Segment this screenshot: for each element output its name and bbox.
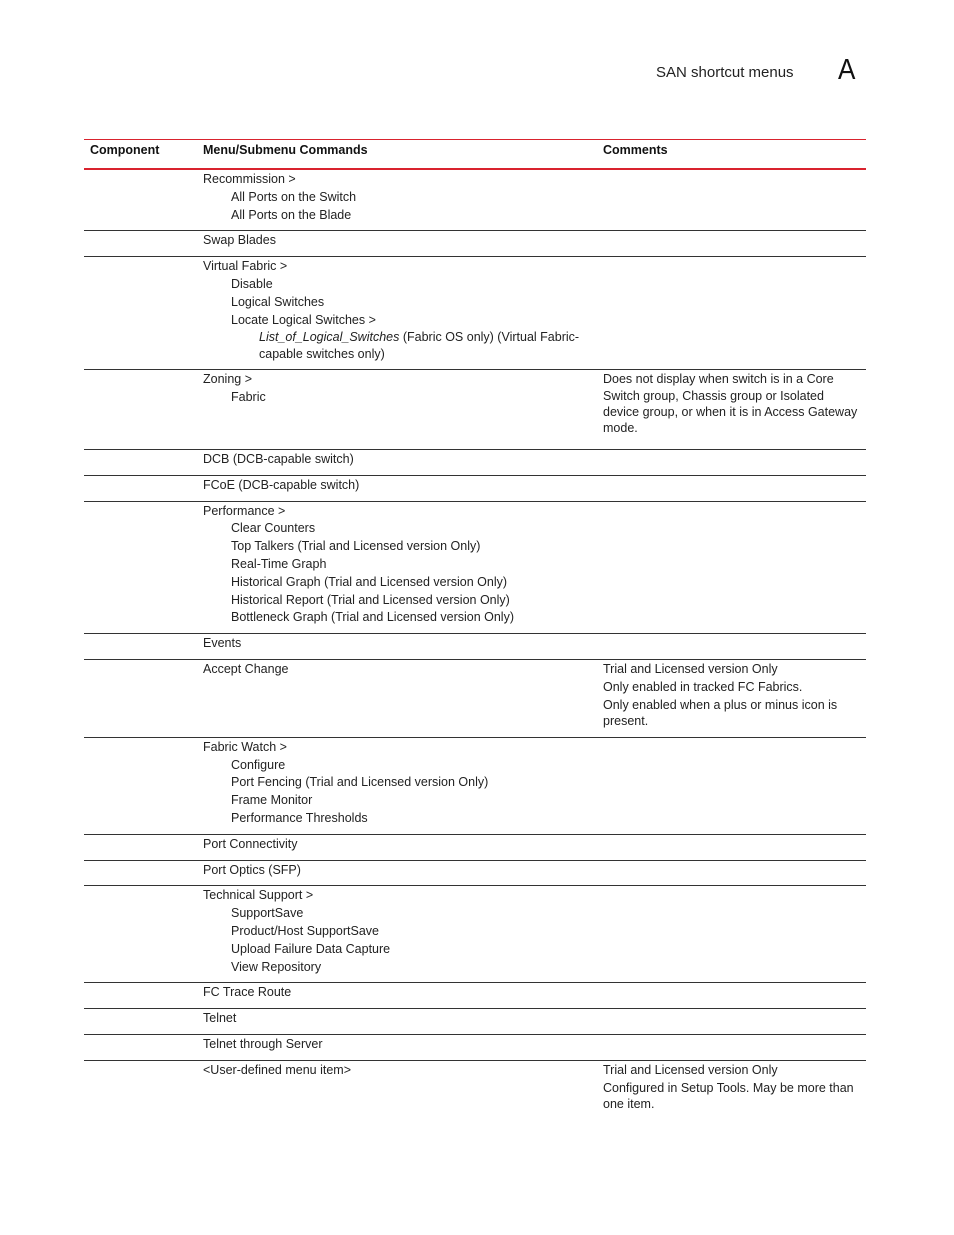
menu-command: Recommission > bbox=[203, 172, 296, 186]
submenu-command: Configure bbox=[231, 757, 286, 772]
submenu-command: Disable bbox=[231, 276, 273, 291]
submenu-command: Historical Report (Trial and Licensed version Only) bbox=[231, 592, 510, 607]
submenu-command: Upload Failure Data Capture bbox=[231, 941, 391, 956]
table-row bbox=[84, 450, 866, 476]
submenu-command: Performance Thresholds bbox=[231, 810, 368, 825]
commands-cell bbox=[203, 477, 593, 495]
table-row bbox=[84, 983, 866, 1009]
table-row bbox=[84, 370, 866, 450]
commands-cell bbox=[203, 887, 593, 976]
column-header-comments: Comments bbox=[603, 143, 668, 157]
table-row bbox=[84, 1035, 866, 1061]
submenu-command: Clear Counters bbox=[231, 521, 316, 536]
menu-command: Virtual Fabric > bbox=[203, 259, 288, 274]
comment-text: Configured in Setup Tools. May be more than one item. bbox=[603, 1080, 854, 1112]
menu-command: Telnet bbox=[203, 1011, 237, 1026]
table-row bbox=[84, 502, 866, 635]
submenu-command: All Ports on the Blade bbox=[231, 207, 352, 222]
column-header-commands: Menu/Submenu Commands bbox=[203, 143, 368, 157]
menu-command: Performance > bbox=[203, 503, 286, 518]
commands-cell bbox=[203, 661, 593, 731]
table-row bbox=[84, 886, 866, 983]
comment-text: Only enabled when a plus or minus icon is present. bbox=[603, 698, 838, 729]
commands-cell bbox=[203, 1062, 593, 1080]
menu-command: Port Connectivity bbox=[203, 836, 298, 851]
comment-text: Trial and Licensed version Only bbox=[603, 661, 778, 676]
submenu-command: Port Fencing (Trial and Licensed version Only) bbox=[231, 775, 489, 790]
commands-cell bbox=[203, 635, 593, 653]
comment-text: Only enabled in tracked FC Fabrics. bbox=[603, 680, 803, 695]
menu-command: Fabric Watch > bbox=[203, 739, 287, 754]
submenu-command: Logical Switches bbox=[231, 294, 325, 309]
table-row bbox=[84, 861, 866, 887]
menu-command: FC Trace Route bbox=[203, 985, 292, 1000]
submenu-command: Locate Logical Switches > bbox=[231, 312, 376, 327]
menu-command: FCoE (DCB-capable switch) bbox=[203, 477, 360, 492]
table-row bbox=[84, 738, 866, 835]
submenu-command: Fabric bbox=[231, 390, 266, 405]
commands-cell bbox=[203, 862, 593, 880]
submenu-command: Real-Time Graph bbox=[231, 556, 327, 571]
submenu-command: Bottleneck Graph (Trial and Licensed version Only) bbox=[231, 610, 515, 625]
submenu-command: Frame Monitor bbox=[231, 793, 313, 808]
comments-cell bbox=[603, 661, 861, 732]
logical-switches-placeholder: List_of_Logical_Switches bbox=[259, 330, 400, 345]
commands-cell bbox=[203, 258, 593, 363]
submenu-command: Historical Graph (Trial and Licensed version Only) bbox=[231, 574, 508, 589]
table-row bbox=[84, 835, 866, 861]
menu-command: DCB (DCB-capable switch) bbox=[203, 451, 354, 466]
menu-command: Port Optics (SFP) bbox=[203, 862, 301, 877]
commands-cell bbox=[203, 836, 593, 854]
sub-submenu-note: (Fabric OS only) (Virtual Fabric-capable switches only) bbox=[259, 330, 580, 362]
menu-command: Events bbox=[203, 636, 242, 651]
table-row bbox=[84, 1009, 866, 1035]
table-row bbox=[84, 170, 866, 231]
menu-command: Telnet through Server bbox=[203, 1036, 323, 1051]
table-row bbox=[84, 634, 866, 660]
menu-command: Accept Change bbox=[203, 661, 289, 676]
table-row bbox=[84, 660, 866, 738]
commands-cell bbox=[203, 371, 593, 443]
table-row bbox=[84, 1061, 866, 1112]
commands-cell bbox=[203, 232, 593, 250]
menu-command: <User-defined menu item> bbox=[203, 1062, 351, 1077]
submenu-command: Product/Host SupportSave bbox=[231, 923, 379, 938]
comments-cell bbox=[603, 371, 861, 438]
menu-command: Swap Blades bbox=[203, 233, 276, 248]
menu-command: Zoning > bbox=[203, 372, 252, 387]
submenu-command: Top Talkers (Trial and Licensed version Only) bbox=[231, 539, 481, 554]
commands-cell bbox=[203, 1010, 593, 1028]
table-header bbox=[84, 139, 866, 170]
shortcut-menu-table bbox=[84, 139, 866, 1112]
commands-cell bbox=[203, 171, 593, 224]
column-header-component: Component bbox=[90, 143, 160, 157]
table-row bbox=[84, 257, 866, 370]
submenu-command: View Repository bbox=[231, 959, 322, 974]
section-title: SAN shortcut menus bbox=[656, 64, 794, 81]
commands-cell bbox=[203, 503, 593, 628]
comment-text: Does not display when switch is in a Core Switch group, Chassis group or Isolated device group, or when it is in Access Gateway mode. bbox=[603, 372, 858, 436]
sub-submenu-command bbox=[203, 329, 593, 363]
menu-command: Technical Support > bbox=[203, 888, 314, 903]
commands-cell bbox=[203, 451, 593, 469]
comments-cell bbox=[603, 1062, 861, 1114]
table-row bbox=[84, 476, 866, 502]
submenu-command: SupportSave bbox=[231, 906, 304, 921]
appendix-letter: A bbox=[838, 54, 856, 86]
commands-cell bbox=[203, 1036, 593, 1054]
comment-text: Trial and Licensed version Only bbox=[603, 1062, 778, 1077]
table-row bbox=[84, 231, 866, 257]
commands-cell bbox=[203, 984, 593, 1002]
commands-cell bbox=[203, 739, 593, 828]
submenu-command: All Ports on the Switch bbox=[231, 189, 357, 204]
